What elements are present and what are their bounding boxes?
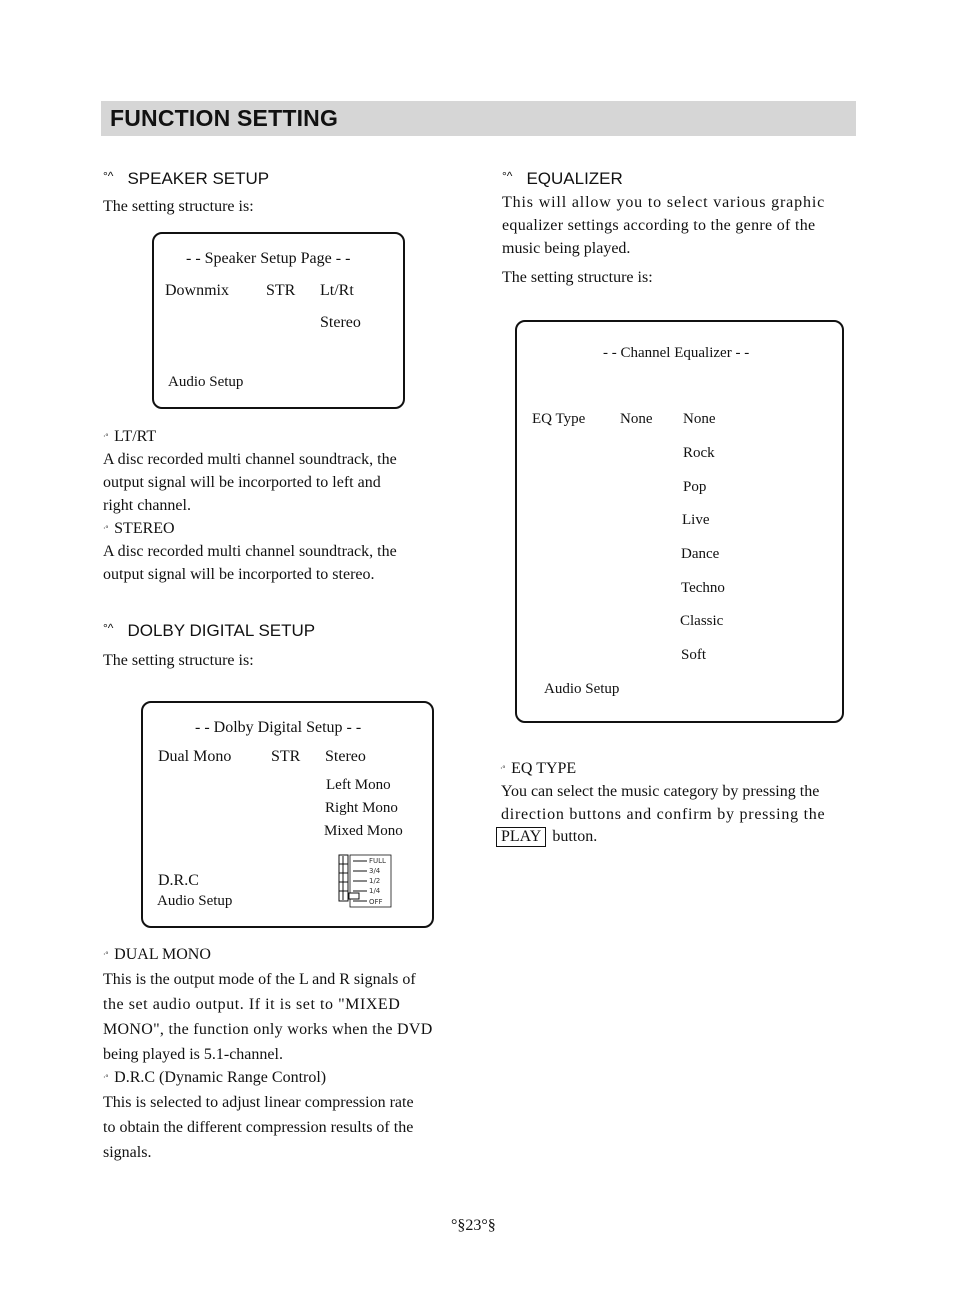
menu-option: Mixed Mono — [324, 823, 403, 839]
note-line: A disc recorded multi channel soundtrack, the — [103, 451, 397, 468]
menu-footer: Audio Setup — [544, 681, 620, 697]
note-title-drc — [103, 1066, 326, 1089]
equalizer-intro-line: This will allow you to select various graphic — [502, 194, 826, 211]
menu-footer: Audio Setup — [157, 893, 233, 909]
menu-option: None — [683, 411, 716, 427]
equalizer-heading — [502, 169, 623, 189]
heading-text: EQUALIZER — [526, 169, 623, 188]
note-line: being played is 5.1-channel. — [103, 1046, 283, 1063]
menu-footer: Audio Setup — [168, 374, 244, 390]
note-line: to obtain the different compression results of the — [103, 1119, 414, 1136]
note-title-ltrt — [103, 425, 156, 448]
drc-slider-icon — [338, 854, 394, 908]
note-line: MONO", the function only works when the DVD — [103, 1021, 433, 1038]
note-line: This is selected to adjust linear compression rate — [103, 1094, 414, 1111]
menu-option: Techno — [681, 580, 725, 596]
menu-option: Dance — [681, 546, 720, 562]
note-line: right channel. — [103, 497, 191, 514]
menu-option: Left Mono — [326, 777, 391, 793]
note-line: This is the output mode of the L and R signals of — [103, 971, 416, 988]
menu-option: Classic — [680, 613, 724, 629]
heading-mark: °^ — [103, 621, 114, 635]
heading-text: SPEAKER SETUP — [127, 169, 270, 188]
note-line: A disc recorded multi channel soundtrack, the — [103, 543, 397, 560]
heading-text: DOLBY DIGITAL SETUP — [127, 621, 316, 640]
heading-mark: °^ — [502, 169, 513, 183]
menu-option: Soft — [681, 647, 707, 663]
note-title: LT/RT — [114, 428, 157, 445]
menu-option: Lt/Rt — [320, 282, 354, 299]
note-title: EQ TYPE — [511, 760, 577, 777]
menu-option: Live — [682, 512, 710, 528]
speaker-setup-intro: The setting structure is: — [103, 198, 254, 215]
equalizer-intro-line: music being played. — [502, 240, 631, 257]
note-title: STEREO — [114, 520, 175, 537]
equalizer-intro-line: equalizer settings according to the genre of the — [502, 217, 816, 234]
speaker-setup-menu — [152, 232, 405, 409]
note-after-key: button. — [552, 828, 598, 845]
play-key-label: PLAY — [496, 827, 546, 847]
bullet-mark: ·º — [103, 432, 109, 441]
drc-level: 1/4 — [369, 887, 381, 895]
note-line: output signal will be incorported to left and — [103, 474, 381, 491]
note-line: output signal will be incorported to stereo. — [103, 566, 375, 583]
menu-item-value: None — [620, 411, 653, 427]
page-number: °§23°§ — [451, 1217, 496, 1234]
note-line: direction buttons and confirm by pressing the — [501, 806, 826, 823]
menu-item-label: Dual Mono — [158, 748, 232, 765]
speaker-setup-heading — [103, 169, 269, 189]
note-title: D.R.C (Dynamic Range Control) — [114, 1069, 327, 1086]
menu-title: - - Speaker Setup Page - - — [186, 250, 351, 267]
bullet-mark: ·º — [103, 950, 109, 959]
channel-equalizer-menu — [515, 320, 844, 723]
menu-item-label: Downmix — [165, 282, 229, 299]
menu-title: - - Dolby Digital Setup - - — [195, 719, 362, 736]
drc-level: 1/2 — [369, 877, 381, 885]
drc-level: 3/4 — [369, 867, 381, 875]
menu-title: - - Channel Equalizer - - — [603, 345, 750, 361]
menu-option: Pop — [683, 479, 707, 495]
note-title-dual-mono — [103, 943, 211, 966]
note-line: signals. — [103, 1144, 152, 1161]
dolby-setup-heading — [103, 621, 315, 641]
drc-label: D.R.C — [158, 872, 199, 889]
note-line: the set audio output. If it is set to "MIXED — [103, 996, 401, 1013]
drc-level: FULL — [369, 857, 386, 865]
dolby-setup-intro: The setting structure is: — [103, 652, 254, 669]
heading-mark: °^ — [103, 169, 114, 183]
menu-item-value: STR — [266, 282, 296, 299]
equalizer-intro2: The setting structure is: — [502, 269, 653, 286]
menu-option: Rock — [683, 445, 715, 461]
menu-item-label: EQ Type — [532, 411, 586, 427]
note-line-with-key — [496, 825, 597, 848]
menu-item-value: STR — [271, 748, 301, 765]
bullet-mark: ·º — [103, 1073, 109, 1082]
note-title-eq-type — [500, 757, 576, 780]
bullet-mark: ·º — [103, 524, 109, 533]
drc-level: OFF — [369, 898, 383, 906]
menu-option: Stereo — [325, 748, 366, 765]
page-title: FUNCTION SETTING — [110, 105, 339, 131]
note-title-stereo — [103, 517, 175, 540]
note-title: DUAL MONO — [114, 946, 211, 963]
bullet-mark: ·º — [500, 764, 506, 773]
note-line: You can select the music category by pressing the — [501, 783, 820, 800]
menu-option: Right Mono — [325, 800, 398, 816]
menu-option: Stereo — [320, 314, 361, 331]
section-banner — [101, 101, 856, 136]
